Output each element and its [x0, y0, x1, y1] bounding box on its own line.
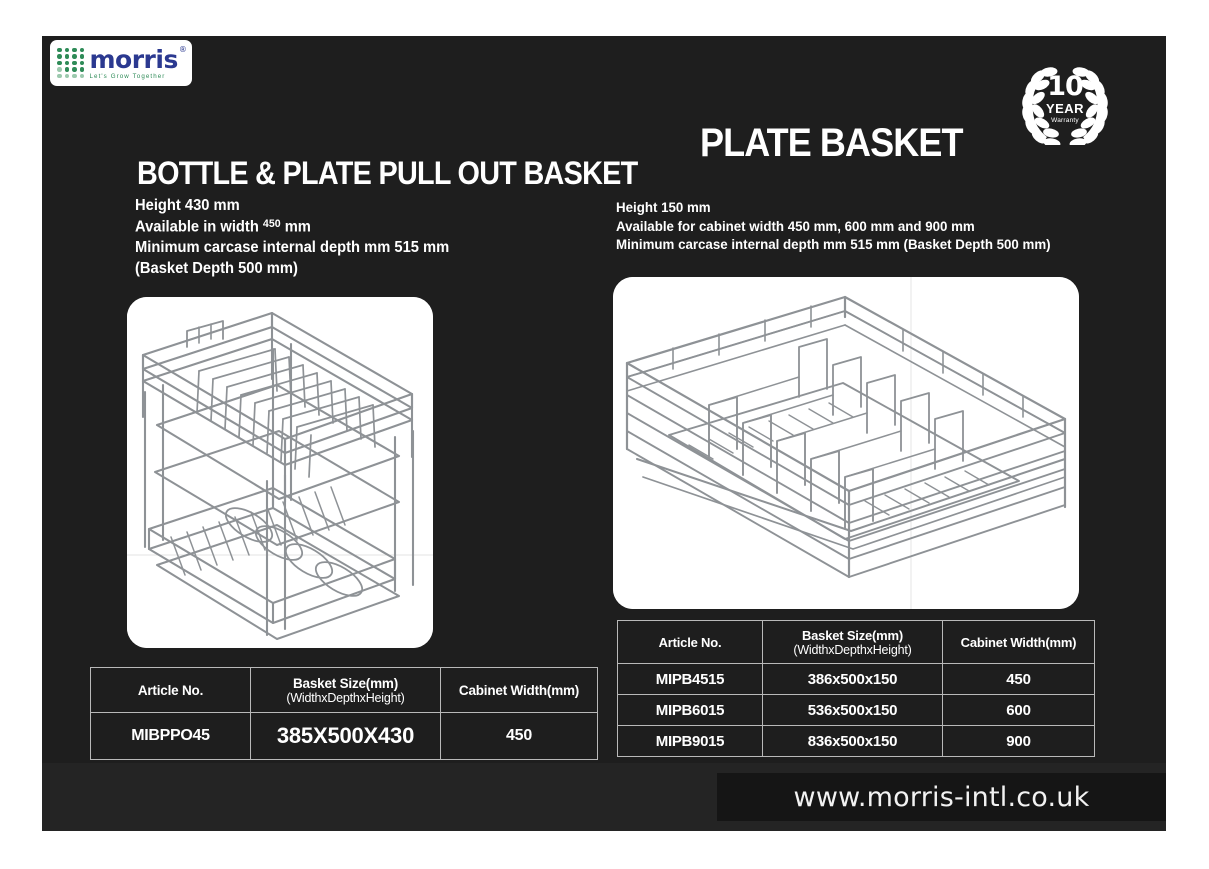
website-url: www.morris-intl.co.uk: [793, 781, 1090, 813]
logo-dot-grid-icon: [57, 48, 86, 79]
spec-width: [135, 217, 449, 238]
cell-article-no: MIPB9015: [618, 726, 763, 757]
product-title-bottle-plate: BOTTLE & PLATE PULL OUT BASKET: [137, 155, 638, 191]
th-cabinet-width: Cabinet Width(mm): [943, 621, 1095, 664]
product-specs-plate-basket: [616, 198, 1051, 254]
cell-cabinet-width: 900: [943, 726, 1095, 757]
product-image-bottle-plate-basket: [127, 297, 433, 648]
cell-basket-size: 836x500x150: [763, 726, 943, 757]
spec-basket-depth: (Basket Depth 500 mm): [135, 259, 298, 277]
spec-table-plate-basket: [617, 620, 1095, 757]
product-specs-bottle-plate: [135, 196, 449, 279]
morris-logo: [50, 40, 192, 86]
th-cabinet-width: Cabinet Width(mm): [441, 668, 598, 713]
logo-tagline: Let's Grow Together: [89, 72, 166, 80]
cell-article-no: MIPB6015: [618, 695, 763, 726]
website-url-band: [717, 773, 1166, 821]
warranty-caption: Warranty: [1051, 117, 1079, 124]
th-basket-size: Basket Size(mm) (WidthxDepthxHeight): [251, 668, 441, 713]
warranty-badge-text: [1016, 73, 1114, 125]
warranty-badge: [1016, 57, 1114, 145]
cell-basket-size: 536x500x150: [763, 695, 943, 726]
logo-wordmark: [89, 44, 187, 80]
th-article-no: Article No.: [91, 668, 251, 713]
logo-word: morris: [89, 44, 178, 74]
th-basket-size: Basket Size(mm) (WidthxDepthxHeight): [763, 621, 943, 664]
table-header-row: [91, 668, 598, 713]
plate-basket-illustration: [613, 277, 1079, 609]
spec-height: Height 430 mm: [135, 197, 240, 214]
warranty-years-number: 10: [1047, 71, 1083, 102]
cell-cabinet-width: 450: [943, 664, 1095, 695]
table-row: [91, 713, 598, 760]
cell-article-no: MIPB4515: [618, 664, 763, 695]
registered-mark-icon: ®: [178, 44, 187, 54]
spec-depth: Minimum carcase internal depth mm 515 mm (Basket Depth 500 mm): [616, 236, 1051, 253]
product-title-plate-basket: PLATE BASKET: [700, 121, 963, 165]
spec-table-bottle-plate: [90, 667, 598, 760]
cell-basket-size: 386x500x150: [763, 664, 943, 695]
bottle-plate-basket-illustration: [127, 297, 433, 648]
th-article-no: Article No.: [618, 621, 763, 664]
product-image-plate-basket: [613, 277, 1079, 609]
cell-article-no: MIBPPO45: [91, 713, 251, 760]
spec-depth: Minimum carcase internal depth mm 515 mm: [135, 238, 450, 256]
spec-widths: Available for cabinet width 450 mm, 600 mm and 900 mm: [616, 217, 975, 234]
cell-cabinet-width: 600: [943, 695, 1095, 726]
table-header-row: [618, 621, 1095, 664]
table-row: [618, 726, 1095, 757]
spec-height: Height 150 mm: [616, 199, 711, 215]
warranty-year-label: YEAR: [1045, 101, 1085, 116]
spec-width-suffix: mm: [284, 218, 311, 236]
spec-width-prefix: Available in width: [135, 218, 259, 236]
cell-basket-size: 385X500X430: [251, 713, 441, 760]
cell-cabinet-width: 450: [441, 713, 598, 760]
table-row: [618, 695, 1095, 726]
table-row: [618, 664, 1095, 695]
spec-width-value: 450: [262, 217, 281, 230]
